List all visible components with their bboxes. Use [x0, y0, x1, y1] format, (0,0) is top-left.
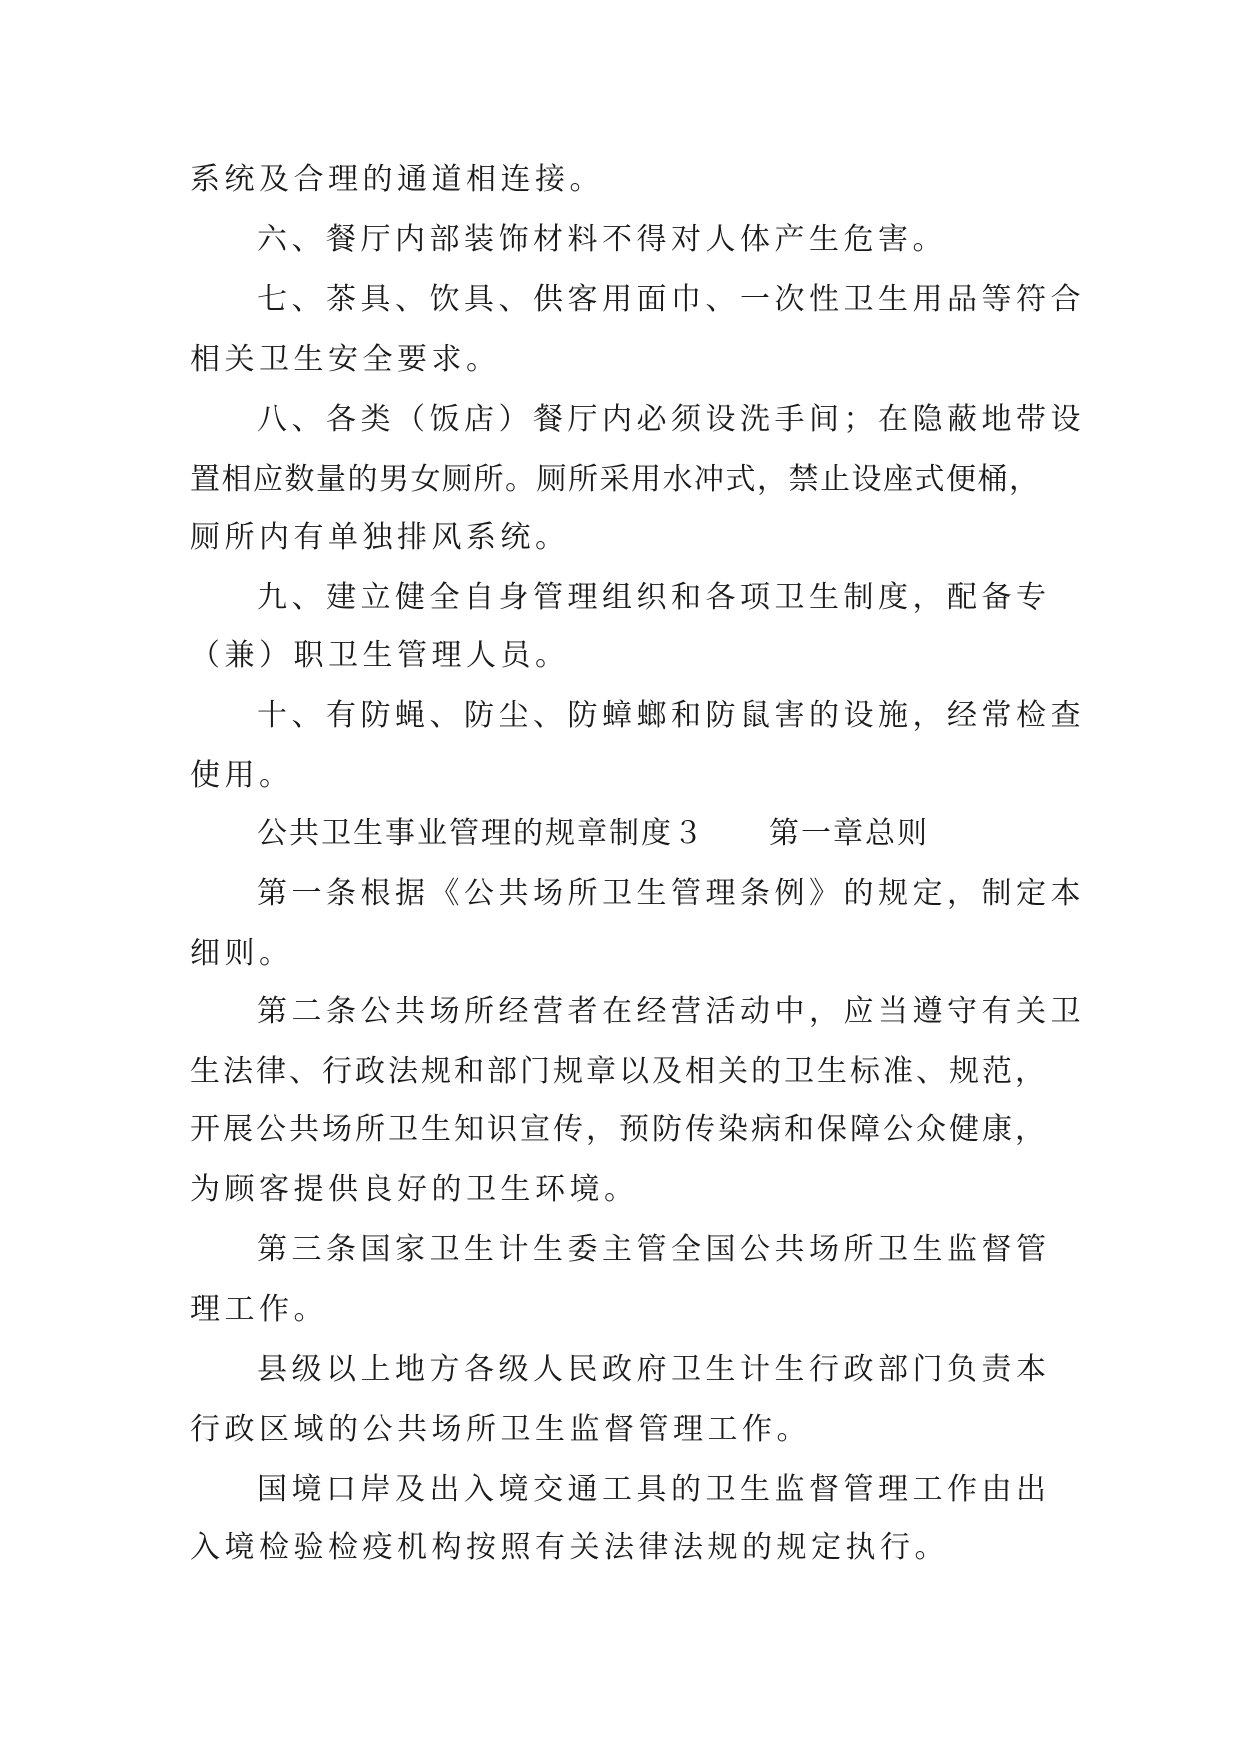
text-line: 第一条根据《公共场所卫生管理条例》的规定，制定本: [257, 876, 1085, 911]
text-line: 八、各类（饭店）餐厅内必须设洗手间；在隐蔽地带设: [257, 402, 1085, 437]
section-heading: 公共卫生事业管理的规章制度３ 第一章总则: [257, 816, 929, 851]
text-line: 第三条国家卫生计生委主管全国公共场所卫生监督管: [257, 1232, 1051, 1267]
text-line: 行政区域的公共场所卫生监督管理工作。: [190, 1412, 811, 1447]
text-line: 生法律、行政法规和部门规章以及相关的卫生标准、规范，: [190, 1054, 1048, 1089]
text-line: 置相应数量的男女厕所。厕所采用水冲式，禁止设座式便桶，: [190, 462, 1041, 497]
text-line: 九、建立健全自身管理组织和各项卫生制度，配备专: [257, 580, 1051, 615]
text-line: 入境检验检疫机构按照有关法律法规的规定执行。: [190, 1530, 949, 1565]
text-line: （兼）职卫生管理人员。: [190, 638, 570, 673]
text-line: 为顾客提供良好的卫生环境。: [190, 1172, 639, 1207]
text-line: 国境口岸及出入境交通工具的卫生监督管理工作由出: [257, 1472, 1051, 1507]
text-line: 使用。: [190, 758, 294, 793]
text-line: 十、有防蝇、防尘、防蟑螂和防鼠害的设施，经常检查: [257, 698, 1085, 733]
text-line: 七、茶具、饮具、供客用面巾、一次性卫生用品等符合: [257, 282, 1085, 317]
text-line: 六、餐厅内部装饰材料不得对人体产生危害。: [257, 222, 947, 257]
text-line: 开展公共场所卫生知识宣传，预防传染病和保障公众健康，: [190, 1112, 1048, 1147]
text-line: 厕所内有单独排风系统。: [190, 520, 570, 555]
text-line: 系统及合理的通道相连接。: [190, 162, 604, 197]
text-line: 县级以上地方各级人民政府卫生计生行政部门负责本: [257, 1352, 1051, 1387]
text-line: 细则。: [190, 936, 294, 971]
text-line: 理工作。: [190, 1292, 328, 1327]
text-line: 相关卫生安全要求。: [190, 342, 501, 377]
text-line: 第二条公共场所经营者在经营活动中，应当遵守有关卫: [257, 994, 1085, 1029]
